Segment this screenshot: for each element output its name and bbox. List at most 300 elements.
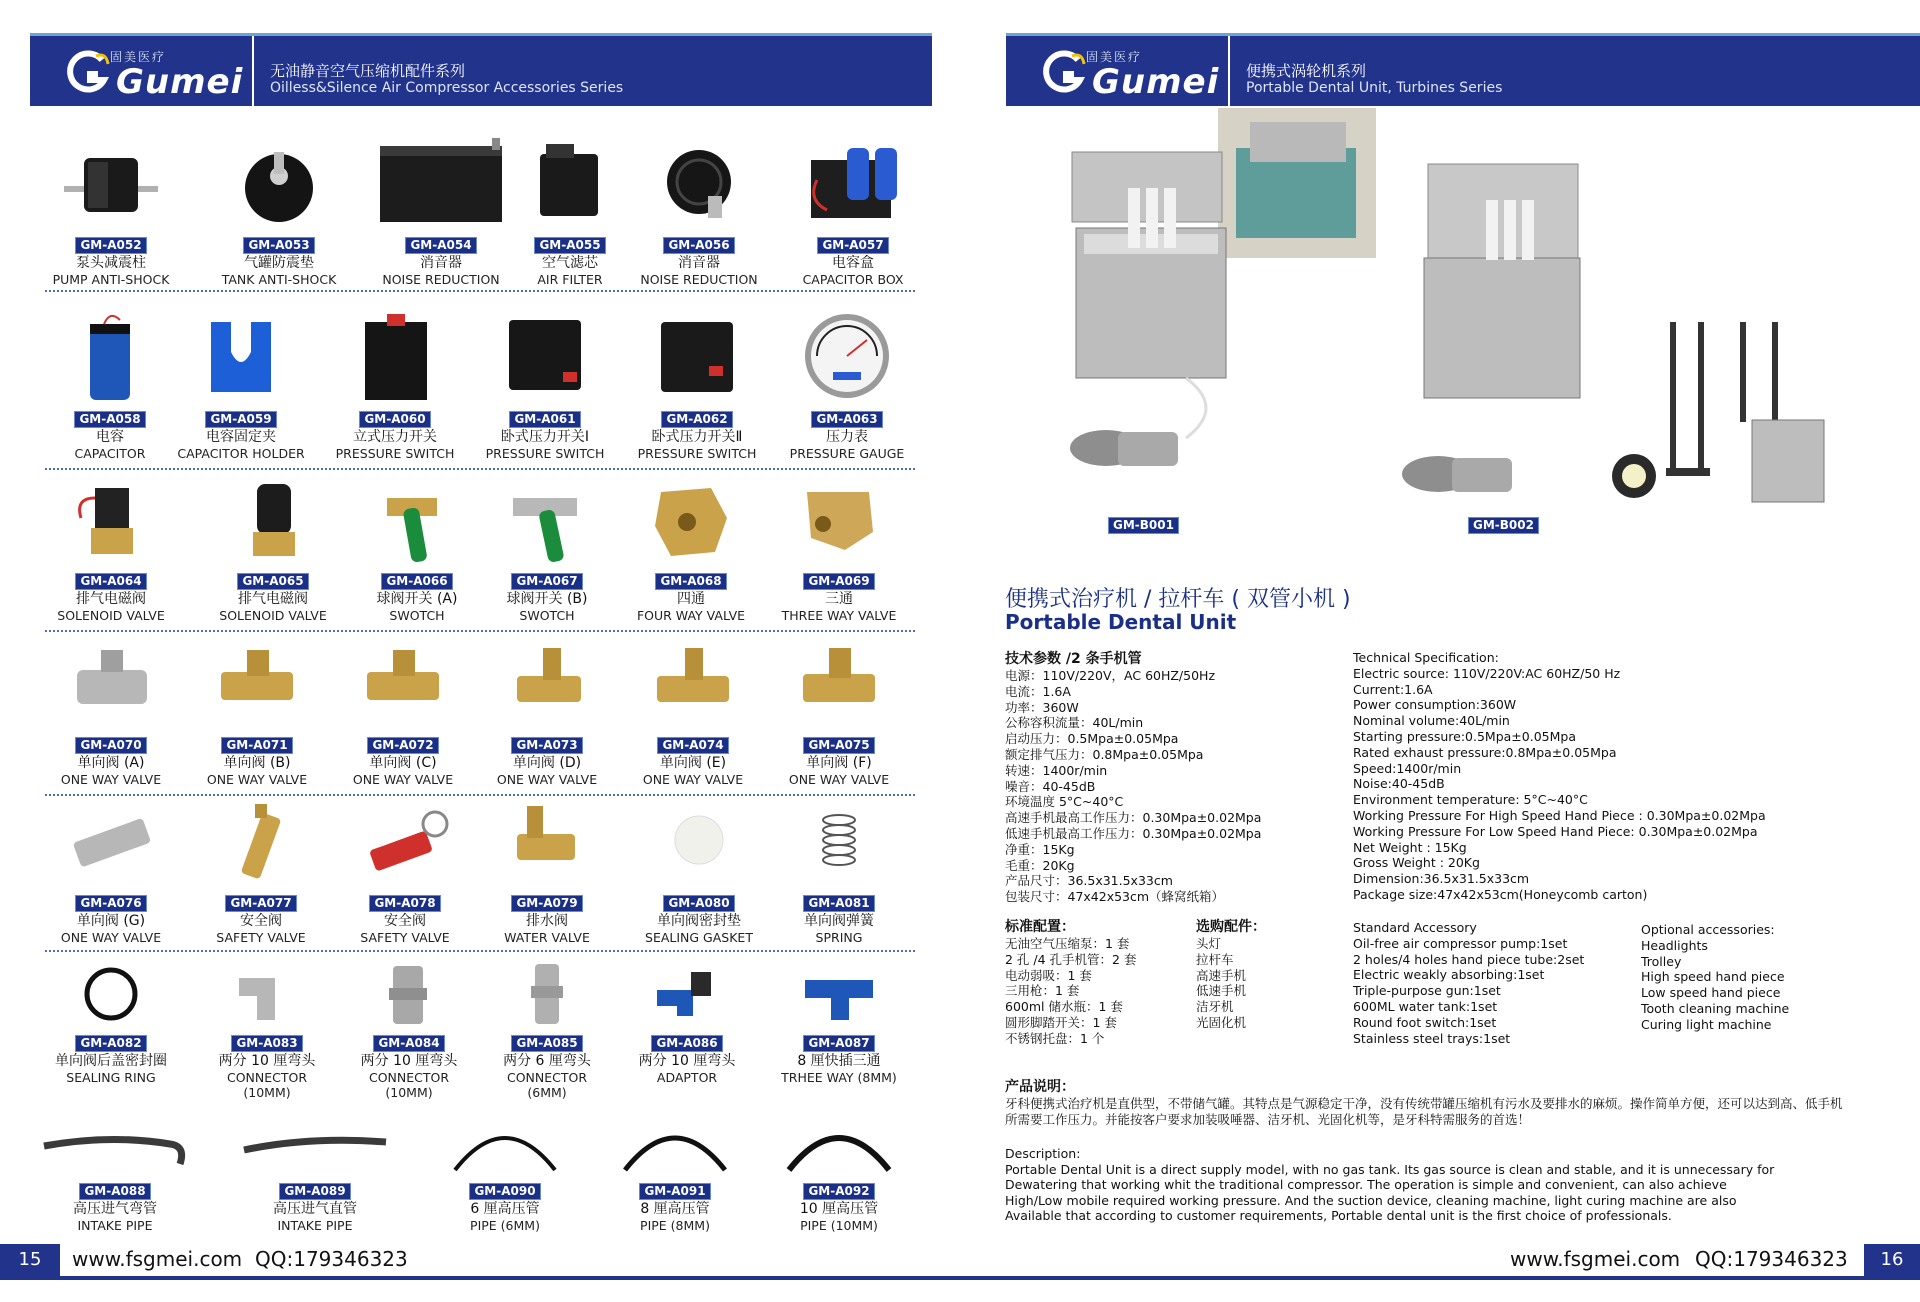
spec-line: Oil-free air compressor pump:1set [1353,935,1568,951]
product-name-cn: 消音器 [420,255,462,271]
row-separator [45,630,915,632]
spec-line: Noise:40-45dB [1353,776,1445,792]
product-code: GM-A077 [225,895,296,912]
product-code: GM-A052 [75,237,146,254]
product-name-en: TANK ANTI-SHOCK [221,272,337,287]
spec-line: 电动弱吸：1 套 [1005,967,1092,983]
spec-line: 低速手机 [1196,983,1247,999]
spec-line: 高速手机 [1196,967,1247,983]
product-gm-a056 [628,140,770,287]
product-gm-a092 [774,1116,904,1233]
spec-line: 光固化机 [1196,1014,1247,1030]
optional-config-en [1641,922,1789,1033]
product-name-en: PIPE (8MM) [640,1218,710,1233]
spec-line: Working Pressure For High Speed Hand Piece : 0.30Mpa±0.02Mpa [1353,807,1766,823]
product-code: GM-A063 [811,411,882,428]
description-line: 所需要工作压力。并能按客户要求加装吸唾器、洁牙机、光固化机等，是牙科特需服务的首选！ [1005,1111,1531,1127]
product-name-en: AIR FILTER [537,272,603,287]
spec-line: 不锈钢托盘：1 个 [1005,1030,1105,1046]
product-code: GM-A055 [534,237,605,254]
product-gm-a066 [346,478,488,623]
spec-line: 净重：15Kg [1005,841,1075,857]
product-name-en: ONE WAY VALVE [642,772,744,787]
product-gm-a077 [190,800,332,945]
product-name-cn: 气罐防震垫 [244,255,314,271]
product-name-en: NOISE REDUCTION [382,272,500,287]
product-name-cn: 8 厘快插三通 [797,1053,881,1069]
spec-line: 600ml 储水瓶：1 套 [1005,999,1123,1015]
product-code: GM-A053 [243,237,314,254]
product-name-en: FOUR WAY VALVE [636,608,746,623]
brand-logo [1006,36,1230,106]
spec-line: 包装尺寸：47x42x53cm（蜂窝纸箱） [1005,889,1225,905]
product-gm-a071 [186,642,328,787]
page-number: 15 [0,1244,60,1276]
product-name-en: SPRING [815,930,863,945]
product-name-en: ONE WAY VALVE [60,772,162,787]
pressure-switch-icon [647,312,747,404]
product-gm-a070 [40,642,182,787]
spec-line: 2 孔 /4 孔手机管：2 套 [1005,951,1137,967]
product-name-cn: 消音器 [678,255,720,271]
standard-config-en [1353,920,1584,1046]
ball-valve-icon [497,478,597,566]
spec-line: Rated exhaust pressure:0.8Mpa±0.05Mpa [1353,744,1617,760]
product-gm-a084 [338,960,480,1100]
product-name-cn: 排气电磁阀 [238,591,308,607]
product-name-cn: 球阀开关 (B) [506,591,588,607]
connector-icon [359,960,459,1028]
spec-line: 功率：360W [1005,699,1079,715]
product-gm-a064 [40,478,182,623]
spec-line: Net Weight : 15Kg [1353,839,1467,855]
logo-cn: 固美医疗 [110,50,167,64]
capacitor-holder-icon [191,312,291,404]
spec-line: Optional accessories: [1641,922,1775,937]
spec-line: Electric weakly absorbing:1set [1353,967,1545,983]
spec-line: 噪音：40-45dB [1005,778,1096,794]
spec-line: Working Pressure For Low Speed Hand Piece: 0.30Mpa±0.02Mpa [1353,823,1758,839]
spec-cn-heading: 技术参数 /2 条手机管 [1005,651,1142,667]
product-name-en: PRESSURE GAUGE [789,446,905,461]
product-gm-a063 [776,310,918,461]
product-name-en: ONE WAY VALVE [788,772,890,787]
product-name-cn: 安全阀 [240,913,282,929]
footer-bar [0,1276,960,1280]
right-page [960,0,1920,1302]
product-gm-a072 [332,642,474,787]
product-name-cn: 卧式压力开关Ⅰ [500,429,590,445]
product-gm-a075 [768,642,910,787]
spec-line: 拉杆车 [1196,951,1234,967]
product-gm-a074 [622,642,764,787]
product-name-cn: 单向阀后盖密封圈 [55,1053,167,1069]
product-gm-a053 [208,140,350,287]
row-separator [45,950,915,952]
spec-line: Headlights [1641,937,1708,953]
three-way-valve-icon [789,478,889,566]
safety-valve-icon [211,800,311,888]
product-code: GM-A091 [639,1183,710,1200]
product-name-cn: 排气电磁阀 [76,591,146,607]
description-line: Available that according to customer requirements, Portable dental unit is the first choice of professionals. [1005,1208,1672,1223]
product-gm-a068 [620,478,762,623]
product-size-en: (10MM) [243,1085,291,1100]
product-name-en: ONE WAY VALVE [496,772,598,787]
product-code: GM-A057 [817,237,888,254]
spec-line: 三用枪：1 套 [1005,983,1080,999]
spec-line: Trolley [1641,953,1682,969]
tank-anti-shock-icon [224,140,334,230]
spec-line: Triple-purpose gun:1set [1353,983,1501,999]
unit-gm-b002 [1402,164,1580,492]
unit-code-b001 [1108,514,1179,534]
product-gm-a062 [626,312,768,461]
logo-cn: 固美医疗 [1086,50,1143,64]
product-name-cn: 卧式压力开关Ⅱ [651,429,743,445]
product-name-en: CAPACITOR [74,446,146,461]
spec-line: High speed hand piece [1641,969,1785,985]
header-title-en: Oilless&Silence Air Compressor Accessories Series [270,80,624,96]
product-name-cn: 两分 6 厘弯头 [503,1053,591,1069]
product-code: GM-A081 [803,895,874,912]
website-link[interactable]: www.fsgmei.com [1510,1247,1681,1271]
spec-line: Gross Weight : 20Kg [1353,855,1480,871]
spec-line: Electric source: 110V/220V:AC 60HZ/50 Hz [1353,665,1621,681]
product-name-cn: 8 厘高压管 [640,1201,710,1217]
product-name-cn: 单向阀弹簧 [804,913,874,929]
product-name-en: PRESSURE SWITCH [485,446,605,461]
product-name-cn: 10 厘高压管 [799,1201,879,1217]
one-way-valve-icon [497,642,597,730]
product-name-cn: 四通 [677,591,705,607]
header-title-cn: 便携式涡轮机系列 [1246,62,1367,80]
spec-line: 无油空气压缩泵：1 套 [1005,936,1130,951]
product-gm-a060 [324,312,466,461]
capacitor-box-icon [797,140,909,230]
product-name-cn: 压力表 [826,429,868,445]
product-gm-a088 [40,1116,190,1233]
intake-pipe-icon [40,1116,190,1176]
product-gm-a076 [40,800,182,945]
product-name-cn: 空气滤芯 [542,255,598,271]
connector-icon [497,960,597,1028]
product-name-en: PUMP ANTI-SHOCK [52,272,170,287]
spec-line: Tooth cleaning machine [1641,1000,1790,1016]
product-code: GM-A073 [511,737,582,754]
product-code: GM-A054 [405,237,476,254]
spec-line: 高速手机最高工作压力：0.30Mpa±0.02Mpa [1005,810,1262,826]
one-way-valve-icon [353,642,453,730]
spec-line: 环境温度 5°C~40°C [1005,794,1124,810]
product-gm-a080 [628,800,770,945]
product-code: GM-A089 [279,1183,350,1200]
product-code: GM-A090 [469,1183,540,1200]
product-name-cn: 电容固定夹 [206,429,276,445]
product-gm-a085 [476,960,618,1100]
product-gm-a059 [166,312,316,461]
product-name-cn: 单向阀 (G) [76,913,146,929]
product-code: GM-A065 [237,573,308,590]
logo-word: Gumei [116,62,244,102]
four-way-valve-icon [641,478,741,566]
product-name-cn: 高压进气弯管 [73,1201,157,1217]
spec-line: 毛重：20Kg [1005,857,1075,873]
product-code: GM-A069 [803,573,874,590]
safety-valve-icon [355,800,455,888]
air-filter-icon [530,140,610,230]
product-title-cn: 便携式治疗机 / 拉杆车 ( 双管小机 ) [1005,587,1351,612]
product-gm-a065 [202,478,344,623]
product-size-en: (10MM) [385,1085,433,1100]
standard-config-heading: 标准配置： [1005,919,1075,935]
spec-line: Current:1.6A [1353,681,1433,697]
product-name-en: PRESSURE SWITCH [637,446,757,461]
unit-code-b002 [1468,514,1539,534]
noise-reduction-icon [376,136,506,230]
spec-line: 启动压力：0.5Mpa±0.05Mpa [1005,731,1179,747]
product-code: GM-A086 [651,1035,722,1052]
product-code: GM-A071 [221,737,292,754]
product-code: GM-A060 [359,411,430,428]
product-name-cn: 电容 [96,429,124,445]
one-way-valve-icon [61,642,161,730]
product-name-cn: 6 厘高压管 [470,1201,540,1217]
product-code: GM-A068 [655,573,726,590]
product-gm-a081 [768,800,910,945]
product-name-en: CONNECTOR [226,1070,308,1085]
optional-config-heading: 选购配件： [1196,919,1266,935]
product-name-en: TRHEE WAY (8MM) [781,1070,897,1085]
pump-anti-shock-icon [56,140,166,230]
product-code: GM-A064 [75,573,146,590]
elbow-connector-icon [217,960,317,1028]
product-name-en: CONNECTOR [506,1070,588,1085]
spec-line: Nominal volume:40L/min [1353,713,1510,729]
product-gm-a083 [196,960,338,1100]
product-name-cn: 单向阀密封垫 [657,913,741,929]
spec-line: 公称容积流量：40L/min [1005,715,1144,731]
product-gm-a061 [474,312,616,461]
product-name-cn: 单向阀 (A) [77,755,145,771]
pressure-switch-icon [495,312,595,404]
pressure-gauge-icon [797,310,897,404]
product-name-cn: 高压进气直管 [273,1201,357,1217]
ball-valve-icon [367,478,467,566]
solenoid-valve-icon [223,478,323,566]
product-name-en: SEALING GASKET [645,930,753,945]
row-separator [45,794,915,796]
product-code: GM-B001 [1108,517,1179,534]
product-name-cn: 单向阀 (F) [806,755,872,771]
row-separator [45,290,915,292]
product-code: GM-A082 [75,1035,146,1052]
gumei-logo-icon [1042,50,1086,94]
spec-cn [1005,650,1261,905]
product-name-en: SWOTCH [389,608,445,623]
spec-line: Low speed hand piece [1641,985,1781,1001]
solenoid-valve-icon [61,478,161,566]
product-code: GM-A085 [511,1035,582,1052]
spec-line: 电流：1.6A [1005,683,1071,699]
qq-contact: QQ:179346323 [1695,1247,1848,1271]
one-way-valve-icon [789,642,889,730]
spec-line: Speed:1400r/min [1353,760,1462,776]
three-way-connector-icon [789,960,889,1028]
product-code: GM-A066 [381,573,452,590]
product-gm-a090 [440,1116,570,1233]
spec-line: 产品尺寸：36.5x31.5x33cm [1005,873,1173,889]
spec-en [1353,650,1766,903]
product-name-en: PIPE (10MM) [800,1218,878,1233]
product-name-en: ADAPTOR [656,1070,718,1085]
product-name-cn: 泵头减震柱 [76,255,146,271]
product-name-cn: 两分 10 厘弯头 [638,1053,736,1069]
capacitor-icon [60,312,160,404]
noise-reduction-icon [644,140,754,230]
website-link[interactable]: www.fsgmei.com [72,1247,243,1271]
right-header [1006,36,1920,106]
qq-contact: QQ:179346323 [255,1247,408,1271]
product-name-cn: 立式压力开关 [353,429,437,445]
product-code: GM-A070 [75,737,146,754]
gumei-logo-icon [66,50,110,94]
spec-line: 2 holes/4 holes hand piece tube:2set [1353,951,1585,967]
product-name-cn: 电容盒 [832,255,874,271]
description-en [1005,1146,1885,1224]
product-name-en: THREE WAY VALVE [781,608,897,623]
spec-line: Starting pressure:0.5Mpa±0.05Mpa [1353,728,1576,744]
product-code: GM-A083 [231,1035,302,1052]
spec-line: 洁牙机 [1196,999,1234,1015]
pipe-icon [445,1116,565,1176]
product-name-en: ONE WAY VALVE [206,772,308,787]
product-name-cn: 排水阀 [526,913,568,929]
product-code: GM-A058 [74,411,145,428]
spec-line: Round foot switch:1set [1353,1014,1497,1030]
product-code: GM-A078 [369,895,440,912]
product-code: GM-A092 [803,1183,874,1200]
product-name-en: CONNECTOR [368,1070,450,1085]
product-name-cn: 单向阀 (B) [223,755,291,771]
spec-line: 低速手机最高工作压力：0.30Mpa±0.02Mpa [1005,825,1262,841]
product-gm-a058 [40,312,180,461]
product-name-en: SEALING RING [66,1070,156,1085]
description-cn [1005,1078,1885,1127]
dental-units-photo [1036,108,1856,528]
product-name-cn: 两分 10 厘弯头 [218,1053,316,1069]
product-name-en: SAFETY VALVE [216,930,306,945]
spec-line: 600ML water tank:1set [1353,998,1498,1014]
one-way-valve-icon [61,800,161,888]
product-gm-a086 [616,960,758,1085]
brand-logo [30,36,254,106]
product-code: GM-A072 [367,737,438,754]
product-name-cn: 球阀开关 (A) [376,591,458,607]
logo-word: Gumei [1092,62,1220,102]
product-gm-a054 [370,136,512,287]
description-line: 牙科便携式治疗机是直供型，不带储气罐。其特点是气源稳定干净，没有传统带罐压缩机有污水及要排水的麻烦。操作简单方便，还可以达到高、低手机 [1005,1096,1843,1111]
spec-line: Package size:47x42x53cm(Honeycomb carton) [1353,886,1648,902]
description-line: High/Low mobile required working pressure. And the suction device, cleaning machine, light curing machine are also [1005,1192,1737,1208]
standard-config-cn [1005,918,1136,1047]
description-heading: 产品说明： [1005,1079,1075,1095]
product-name-cn: 三通 [825,591,853,607]
product-code: GM-A087 [803,1035,874,1052]
pressure-switch-icon [345,312,445,404]
product-name-en: INTAKE PIPE [77,1218,153,1233]
pipe-icon [615,1116,735,1176]
spec-line: Curing light machine [1641,1016,1772,1032]
product-code: GM-A079 [511,895,582,912]
header-title-cn: 无油静音空气压缩机配件系列 [270,62,466,80]
product-name-cn: 安全阀 [384,913,426,929]
product-code: GM-A076 [75,895,146,912]
product-gm-a067 [476,478,618,623]
spec-line: Stainless steel trays:1set [1353,1030,1511,1046]
unit-gm-b001 [1070,152,1226,466]
description-line: Description: [1005,1146,1081,1161]
product-code: GM-A059 [205,411,276,428]
spec-line: 电源：110V/220V，AC 60HZ/50Hz [1005,668,1216,683]
one-way-valve-icon [643,642,743,730]
sealing-gasket-icon [649,800,749,888]
product-code: GM-A062 [661,411,732,428]
product-gm-a069 [768,478,910,623]
product-gm-a078 [334,800,476,945]
spec-line: Power consumption:360W [1353,697,1517,713]
spec-line: 额定排气压力：0.8Mpa±0.05Mpa [1005,746,1204,762]
spec-line: 转速：1400r/min [1005,762,1108,778]
footer-bar [960,1276,1920,1280]
spec-line: Technical Specification: [1353,650,1499,665]
optional-config-cn [1196,918,1266,1031]
product-name-en: SOLENOID VALVE [219,608,327,623]
product-name-en: SAFETY VALVE [360,930,450,945]
product-gm-a073 [476,642,618,787]
product-gm-a052 [40,140,182,287]
product-name-en: INTAKE PIPE [277,1218,353,1233]
pipe-icon [779,1116,899,1176]
product-size-en: (6MM) [527,1085,567,1100]
spec-line: Environment temperature: 5°C~40°C [1353,792,1588,808]
product-code: GM-A074 [657,737,728,754]
product-name-en: NOISE REDUCTION [640,272,758,287]
product-name-en: SWOTCH [519,608,575,623]
product-gm-a091 [610,1116,740,1233]
spec-line: 圆形脚踏开关：1 套 [1005,1014,1117,1030]
spring-icon [789,800,889,888]
product-name-en: CAPACITOR HOLDER [177,446,305,461]
product-name-en: PIPE (6MM) [470,1218,540,1233]
product-name-en: ONE WAY VALVE [352,772,454,787]
spec-line: Dimension:36.5x31.5x33cm [1353,871,1530,887]
description-line: Portable Dental Unit is a direct supply model, with no gas tank. Its gas source is clean and stable, and it is unnecessary for [1005,1161,1775,1177]
product-name-cn: 单向阀 (E) [659,755,727,771]
product-name-en: ONE WAY VALVE [60,930,162,945]
product-name-cn: 单向阀 (C) [369,755,437,771]
product-gm-a082 [40,960,182,1085]
product-title-en: Portable Dental Unit [1005,610,1237,634]
product-gm-a055 [520,140,620,287]
product-code: GM-A084 [373,1035,444,1052]
one-way-valve-icon [207,642,307,730]
product-code: GM-A061 [509,411,580,428]
product-gm-a089 [240,1116,390,1233]
sealing-ring-icon [61,960,161,1028]
description-line: Dewatering that working whit the traditional compressor. The operation is simple and convenient, can also achieve [1005,1177,1727,1192]
intake-pipe-icon [240,1116,390,1176]
